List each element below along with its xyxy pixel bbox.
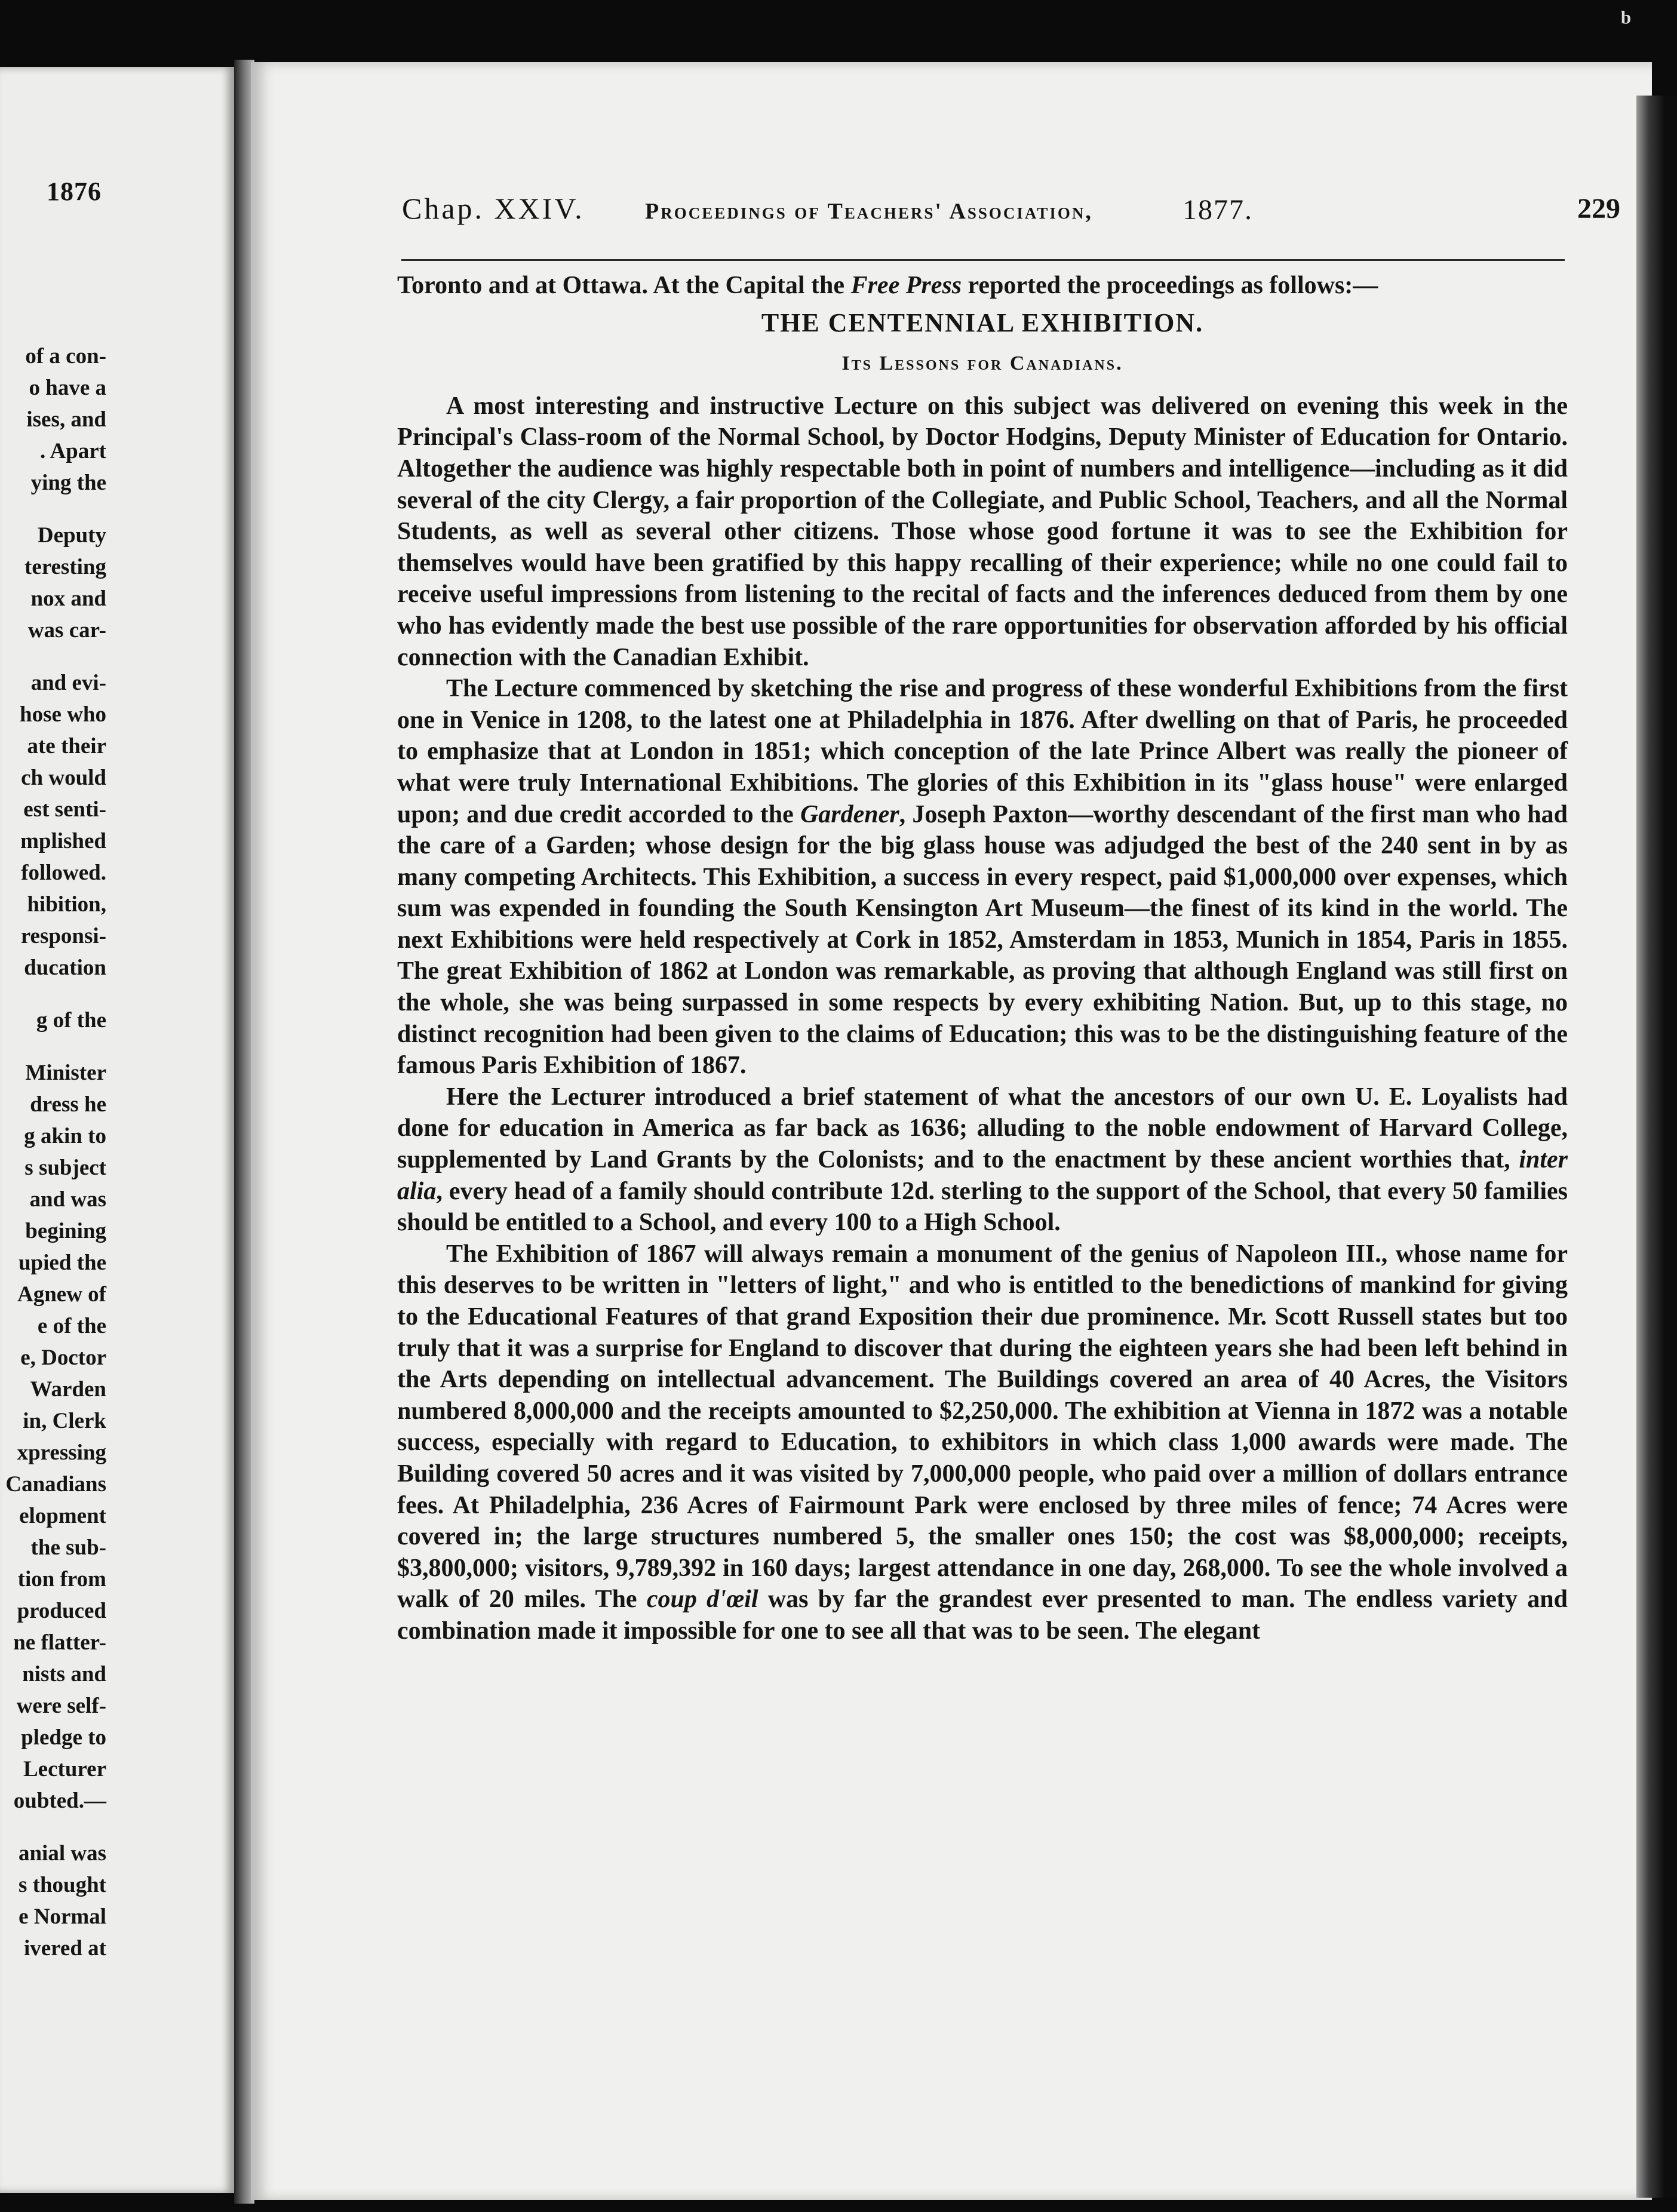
left-text-line: s subject	[24, 1156, 106, 1180]
main-page	[251, 62, 1652, 2200]
left-text-line: ducation	[24, 956, 106, 980]
emphasis-inter-alia: inter alia	[397, 1146, 1568, 1205]
left-text-line: o have a	[29, 376, 106, 400]
left-text-line: in, Clerk	[23, 1409, 106, 1433]
left-text-line: produced	[17, 1599, 106, 1623]
article-subtitle: Its Lessons for Canadians.	[841, 352, 1123, 375]
left-text-line: teresting	[24, 555, 106, 579]
left-text-line: was car-	[27, 618, 106, 643]
intro-paragraph: Toronto and at Ottawa. At the Capital the Free Press reported the proceedings as follows:—	[397, 272, 1378, 299]
previous-page-fragment	[0, 67, 234, 2193]
left-text-line: s thought	[18, 1873, 106, 1897]
left-text-line: ises, and	[26, 407, 106, 432]
left-text-line: Agnew of	[17, 1282, 106, 1307]
left-text-line: followed.	[21, 861, 106, 885]
left-text-line: Lecturer	[23, 1757, 106, 1781]
left-text-line: and evi-	[30, 671, 106, 695]
running-header	[402, 191, 1652, 233]
emphasis-gardener: Gardener	[800, 800, 899, 828]
left-text-line: hibition,	[27, 892, 106, 917]
left-line-gap	[0, 1036, 106, 1057]
left-text-line: g akin to	[24, 1124, 106, 1148]
left-text-line: mplished	[20, 829, 106, 853]
left-text-line: elopment	[19, 1504, 106, 1528]
left-text-line: Canadians	[5, 1472, 106, 1497]
left-text-line: ate their	[27, 734, 106, 758]
left-text-line: xpressing	[17, 1440, 106, 1465]
newspaper-name: Free Press	[850, 272, 962, 299]
chapter-label: Chap. XXIV.	[402, 192, 585, 225]
paragraph-4: The Exhibition of 1867 will always remain a monument of the genius of Napoleon III., whose name for this deserves to be written in "letters of light," and who is entitled to the benedictions of mankind for giving to the Educational Features of that grand Exposition their due prominence. Mr. Scott Russell states but too truly that it was a surprise for England to discover that during the eighteen years she had been left behind in the Arts depending on intellectual advancement. The Buildings covered an area of 40 Acres, the Visitors numbered 8,000,000 and the receipts amounted to $2,250,000. The exhibition at Vienna in 1872 was a notable success, especially with regard to Education, to exhibitors in which class 1,000 awards were made. The Building covered 50 acres and it was visited by 7,000,000 people, who paid over a million of dollars entrance fees. At Philadelphia, 236 Acres of Fairmount Park were enclosed by three miles of fence; 74 Acres were covered in; the large structures numbered 5, the smaller ones 150; the cost was $8,000,000; receipts, $3,800,000; visitors, 9,789,392 in 160 days; largest attendance in one day, 268,000. To see the whole involved a walk of 20 miles. The coup d'œil was by far the grandest ever presented to man. The endless variety and combination made it impossible for one to see all that was to be seen. The elegant	[397, 1240, 1568, 1645]
paragraph-1: A most interesting and instructive Lecture on this subject was delivered on evening this week in the Principal's Class-room of the Normal School, by Doctor Hodgins, Deputy Minister of Education for Ontario. Altogether the audience was highly respectable both in point of numbers and intelligence—including as it did several of the city Clergy, a fair proportion of the Collegiate, and Public School, Teachers, and all the Normal Students, as well as several other citizens. Those whose good fortune it was to see the Exhibition for themselves would have been gratified by this happy recalling of their experience; while no one could fail to receive useful impressions from listening to the recital of facts and the inferences deduced from them by one who has evidently made the best use possible of the rare opportunities for observation afforded by his official connection with the Canadian Exhibit.	[397, 392, 1568, 671]
left-text-line: anial was	[18, 1841, 106, 1866]
left-text-line: e of the	[37, 1314, 106, 1338]
emphasis-coup-doeil: coup d'œil	[646, 1586, 758, 1614]
left-text-line: hose who	[20, 702, 106, 727]
left-page-text-column	[0, 340, 106, 1964]
left-text-line: ying the	[30, 471, 106, 495]
left-line-gap	[0, 499, 106, 520]
left-text-line: Warden	[30, 1377, 106, 1402]
left-text-line: tion from	[17, 1567, 106, 1592]
left-line-gap	[0, 1817, 106, 1838]
left-text-line: . Apart	[40, 439, 106, 463]
left-text-line: and was	[29, 1187, 106, 1212]
article-body	[397, 270, 1568, 1647]
left-text-line: dress he	[30, 1092, 106, 1117]
left-text-line: the sub-	[30, 1535, 106, 1560]
left-line-gap	[0, 984, 106, 1004]
left-text-line: ivered at	[23, 1936, 106, 1961]
left-text-line: nox and	[30, 586, 106, 611]
left-text-line: upied the	[18, 1251, 106, 1275]
header-rule	[401, 259, 1565, 261]
running-title: Proceedings of Teachers' Association,	[645, 199, 1093, 224]
left-text-line: g of the	[36, 1008, 106, 1033]
left-text-line: nists and	[22, 1662, 106, 1686]
running-year: 1877.	[1182, 194, 1253, 226]
left-text-line: Minister	[25, 1061, 106, 1085]
left-text-line: were self-	[16, 1694, 106, 1718]
right-page-edge-shadow	[1636, 96, 1677, 2198]
left-text-line: oubted.—	[13, 1789, 106, 1813]
corner-mark: ᵇ	[1621, 5, 1631, 39]
left-text-line: e Normal	[19, 1904, 106, 1929]
left-text-line: of a con-	[25, 344, 106, 368]
left-text-line: ch would	[21, 766, 106, 790]
left-line-gap	[0, 646, 106, 667]
left-text-line: responsi-	[20, 924, 106, 948]
left-text-line: e, Doctor	[20, 1345, 106, 1370]
page-number: 229	[1577, 193, 1620, 225]
article-title: THE CENTENNIAL EXHIBITION.	[761, 308, 1204, 337]
paragraph-3: Here the Lecturer introduced a brief statement of what the ancestors of our own U. E. Loyalists had done for education in America as far back as 1636; alluding to the noble endowment of Harvard College, supplemented by Land Grants by the Colonists; and to the enactment by these ancient worthies that, inter alia, every head of a family should contribute 12d. sterling to the support of the School, that every 50 families should be entitled to a School, and every 100 to a High School.	[397, 1083, 1568, 1237]
left-text-line: est senti-	[23, 797, 106, 822]
left-page-number: 1876	[47, 177, 102, 206]
left-text-line: ne flatter-	[13, 1630, 106, 1655]
left-text-line: begining	[25, 1219, 106, 1243]
paragraph-2: The Lecture commenced by sketching the rise and progress of these wonderful Exhibitions from the first one in Venice in 1208, to the latest one at Philadelphia in 1876. After dwelling on that of Paris, he proceeded to emphasize that at London in 1851; which conception of the late Prince Albert was really the pioneer of what were truly International Exhibitions. The glories of this Exhibition in its "glass house" were enlarged upon; and due credit accorded to the Gardener, Joseph Paxton—worthy descendant of the first man who had the care of a Garden; whose design for the big glass house was adjudged the best of the 240 sent in by as many competing Architects. This Exhibition, a success in every respect, paid $1,000,000 over expenses, which sum was expended in founding the South Kensington Art Museum—the finest of its kind in the world. The next Exhibitions were held respectively at Cork in 1852, Amsterdam in 1853, Munich in 1854, Paris in 1855. The great Exhibition of 1862 at London was remarkable, as proving that although England was still first on the whole, she was being surpassed in some respects by every exhibiting Nation. But, up to this stage, no distinct recognition had been given to the claims of Education; this was to be the distinguishing feature of the famous Paris Exhibition of 1867.	[397, 675, 1568, 1080]
left-text-line: pledge to	[21, 1725, 106, 1750]
left-text-line: Deputy	[37, 523, 106, 548]
